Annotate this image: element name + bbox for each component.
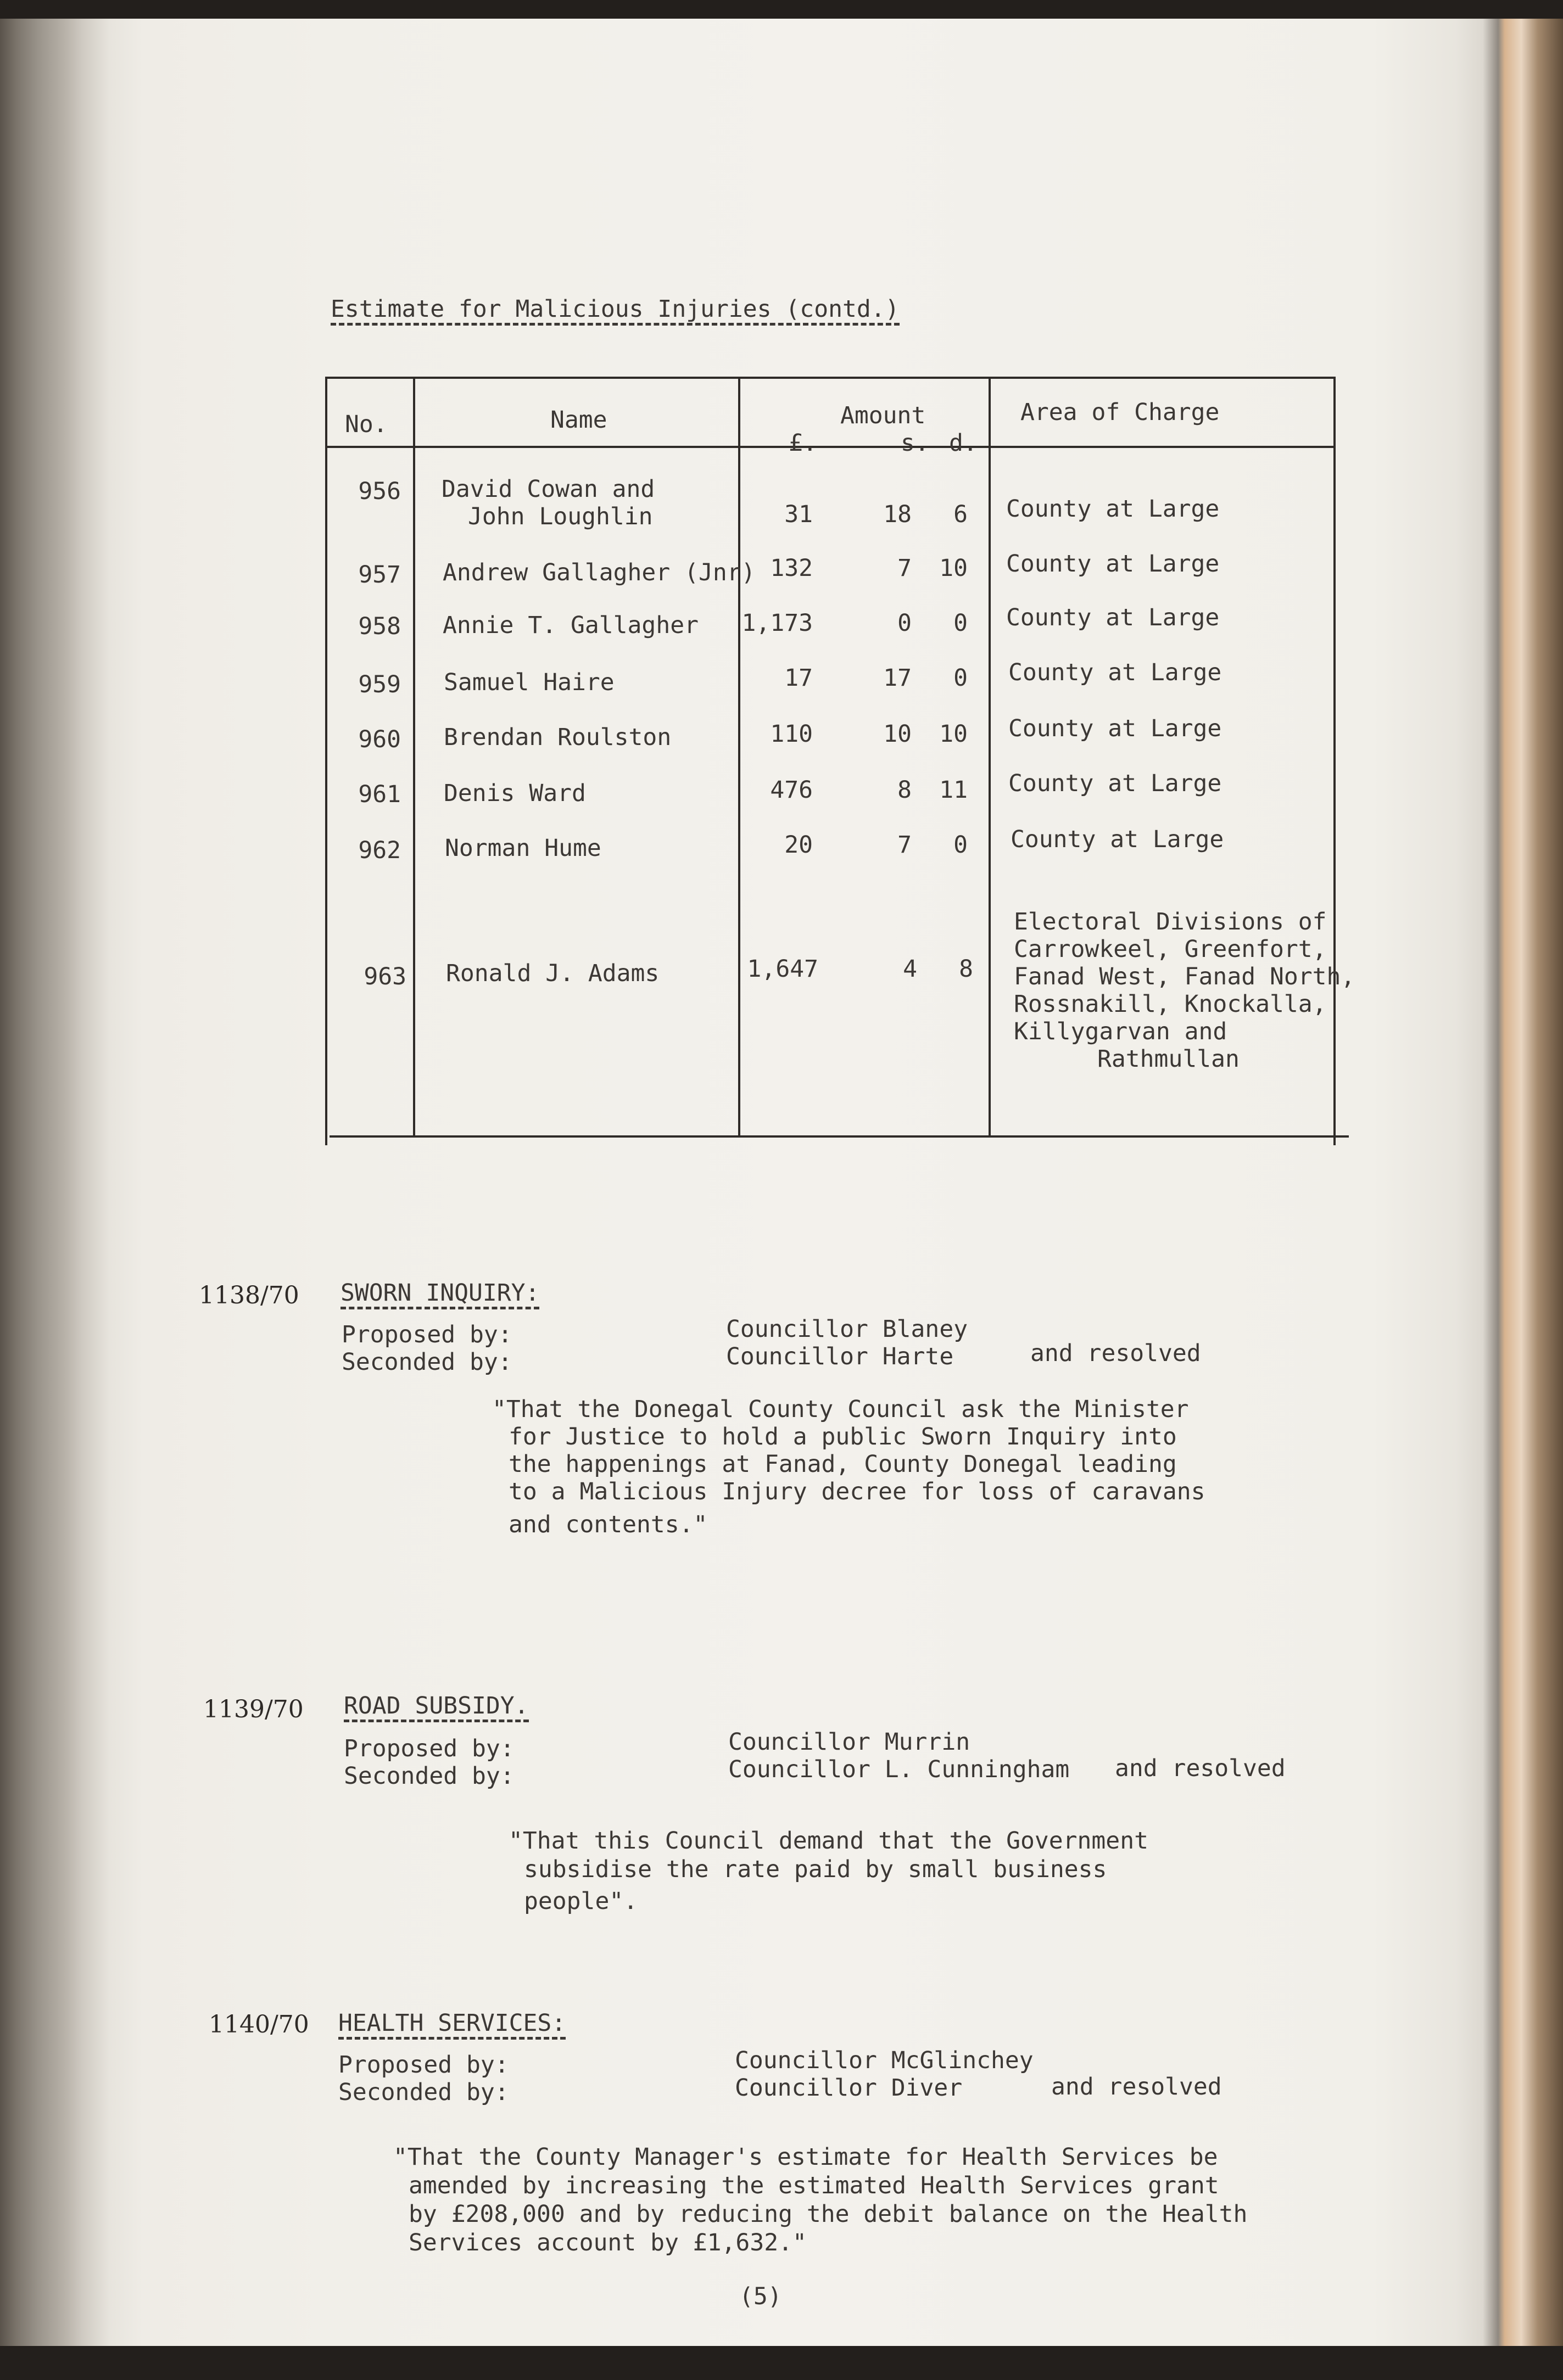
motion-text-line: "That the Donegal County Council ask the Minister — [492, 1396, 1189, 1423]
proposed-label: Proposed by: — [344, 1735, 515, 1762]
seconder: Councillor L. Cunningham — [728, 1756, 1070, 1783]
resolved-label: and resolved — [1115, 1755, 1286, 1782]
seconder: Councillor Diver — [735, 2074, 963, 2102]
proposer: Councillor McGlinchey — [735, 2047, 1034, 2074]
row-pounds: 476 — [770, 776, 813, 804]
row-shillings: 7 — [897, 831, 912, 859]
row-name-line2: John Loughlin — [468, 503, 653, 530]
seconded-label: Seconded by: — [342, 1348, 512, 1376]
row-area: County at Large — [1006, 550, 1220, 578]
row-pence: 8 — [959, 955, 973, 983]
row-area: County at Large — [1008, 659, 1222, 686]
motion-number: 1139/70 — [203, 1695, 304, 1723]
row-no: 956 — [358, 478, 401, 505]
row-shillings: 7 — [897, 555, 912, 582]
header-shillings: s. — [901, 429, 929, 457]
motion-text-line: the happenings at Fanad, County Donegal leading — [509, 1451, 1177, 1478]
scan-top-edge — [0, 0, 1563, 19]
proposed-label: Proposed by: — [338, 2051, 509, 2079]
row-area-line: Electoral Divisions of — [1014, 908, 1327, 936]
row-shillings: 18 — [883, 501, 912, 528]
row-pounds: 17 — [784, 664, 813, 692]
header-amount: Amount — [840, 402, 926, 429]
row-shillings: 4 — [903, 955, 917, 983]
row-pence: 6 — [953, 501, 968, 528]
row-pounds: 110 — [770, 720, 813, 748]
page-number: (5) — [739, 2283, 782, 2310]
resolved-label: and resolved — [1030, 1340, 1201, 1367]
row-pence: 0 — [953, 831, 968, 859]
row-name: Denis Ward — [444, 780, 586, 807]
row-no: 957 — [358, 561, 401, 589]
row-pence: 10 — [939, 555, 968, 582]
row-pence: 10 — [939, 720, 968, 748]
motion-text-line: to a Malicious Injury decree for loss of caravans — [509, 1478, 1205, 1505]
row-pounds: 20 — [784, 831, 813, 859]
row-no: 959 — [358, 671, 401, 698]
header-pounds: £. — [789, 429, 817, 457]
row-shillings: 0 — [897, 609, 912, 637]
motion-text-line: amended by increasing the estimated Health Services grant — [409, 2172, 1219, 2199]
proposed-label: Proposed by: — [342, 1321, 512, 1348]
motion-text-line: subsidise the rate paid by small business — [524, 1856, 1107, 1883]
row-pence: 0 — [953, 609, 968, 637]
motion-text-line: for Justice to hold a public Sworn Inquiry into — [509, 1423, 1177, 1451]
motion-text-line: "That this Council demand that the Government — [509, 1827, 1148, 1855]
proposer: Councillor Blaney — [726, 1315, 968, 1343]
motion-number: 1140/70 — [209, 2011, 309, 2039]
row-pence: 0 — [953, 664, 968, 692]
motion-number: 1138/70 — [199, 1281, 299, 1309]
row-name: Annie T. Gallagher — [443, 612, 699, 639]
motion-text-line: "That the County Manager's estimate for Health Services be — [393, 2143, 1218, 2171]
row-shillings: 10 — [883, 720, 912, 748]
row-area-line: Killygarvan and — [1014, 1018, 1227, 1045]
row-no: 958 — [358, 613, 401, 640]
header-no: No. — [345, 411, 388, 438]
motion-text-line: people". — [524, 1888, 638, 1915]
row-no: 961 — [358, 781, 401, 808]
row-pence: 11 — [939, 776, 968, 804]
row-no: 962 — [358, 837, 401, 864]
motion-title: HEALTH SERVICES: — [338, 2009, 566, 2040]
row-area: County at Large — [1008, 715, 1222, 742]
row-area-line: Carrowkeel, Greenfort, — [1014, 936, 1327, 963]
row-no: 960 — [358, 726, 401, 753]
header-pence: d. — [949, 429, 978, 457]
row-shillings: 8 — [897, 776, 912, 804]
row-name: Norman Hume — [445, 835, 601, 862]
row-shillings: 17 — [883, 664, 912, 692]
seconder: Councillor Harte — [726, 1343, 954, 1370]
motion-text-line: and contents." — [509, 1511, 708, 1538]
header-name: Name — [550, 406, 607, 434]
row-name: Brendan Roulston — [444, 724, 672, 751]
row-name: Andrew Gallagher (Jnr) — [443, 559, 756, 586]
row-area-line: Rossnakill, Knockalla, — [1014, 990, 1327, 1018]
row-area-line: Rathmullan — [1097, 1045, 1240, 1073]
row-pounds: 31 — [784, 501, 813, 528]
row-pounds: 132 — [770, 555, 813, 582]
row-pounds: 1,647 — [747, 955, 818, 983]
row-name: David Cowan and — [442, 475, 655, 503]
motion-title: SWORN INQUIRY: — [340, 1279, 539, 1309]
seconded-label: Seconded by: — [338, 2079, 509, 2106]
motion-text-line: by £208,000 and by reducing the debit balance on the Health — [409, 2200, 1248, 2228]
proposer: Councillor Murrin — [728, 1728, 970, 1756]
scan-bottom-edge — [0, 2346, 1563, 2380]
seconded-label: Seconded by: — [344, 1762, 515, 1790]
row-area: County at Large — [1008, 770, 1222, 797]
row-pounds: 1,173 — [741, 609, 813, 637]
row-area: County at Large — [1006, 604, 1220, 631]
row-area-line: Fanad West, Fanad North, — [1014, 963, 1355, 990]
resolved-label: and resolved — [1051, 2073, 1222, 2101]
row-name: Samuel Haire — [444, 669, 615, 696]
motion-title: ROAD SUBSIDY. — [344, 1692, 529, 1722]
row-area: County at Large — [1006, 495, 1220, 523]
row-name: Ronald J. Adams — [446, 960, 660, 987]
row-area: County at Large — [1011, 826, 1224, 853]
header-area: Area of Charge — [1020, 399, 1220, 426]
row-no: 963 — [364, 963, 406, 990]
page-heading: Estimate for Malicious Injuries (contd.) — [331, 295, 900, 326]
motion-text-line: Services account by £1,632." — [409, 2229, 807, 2256]
